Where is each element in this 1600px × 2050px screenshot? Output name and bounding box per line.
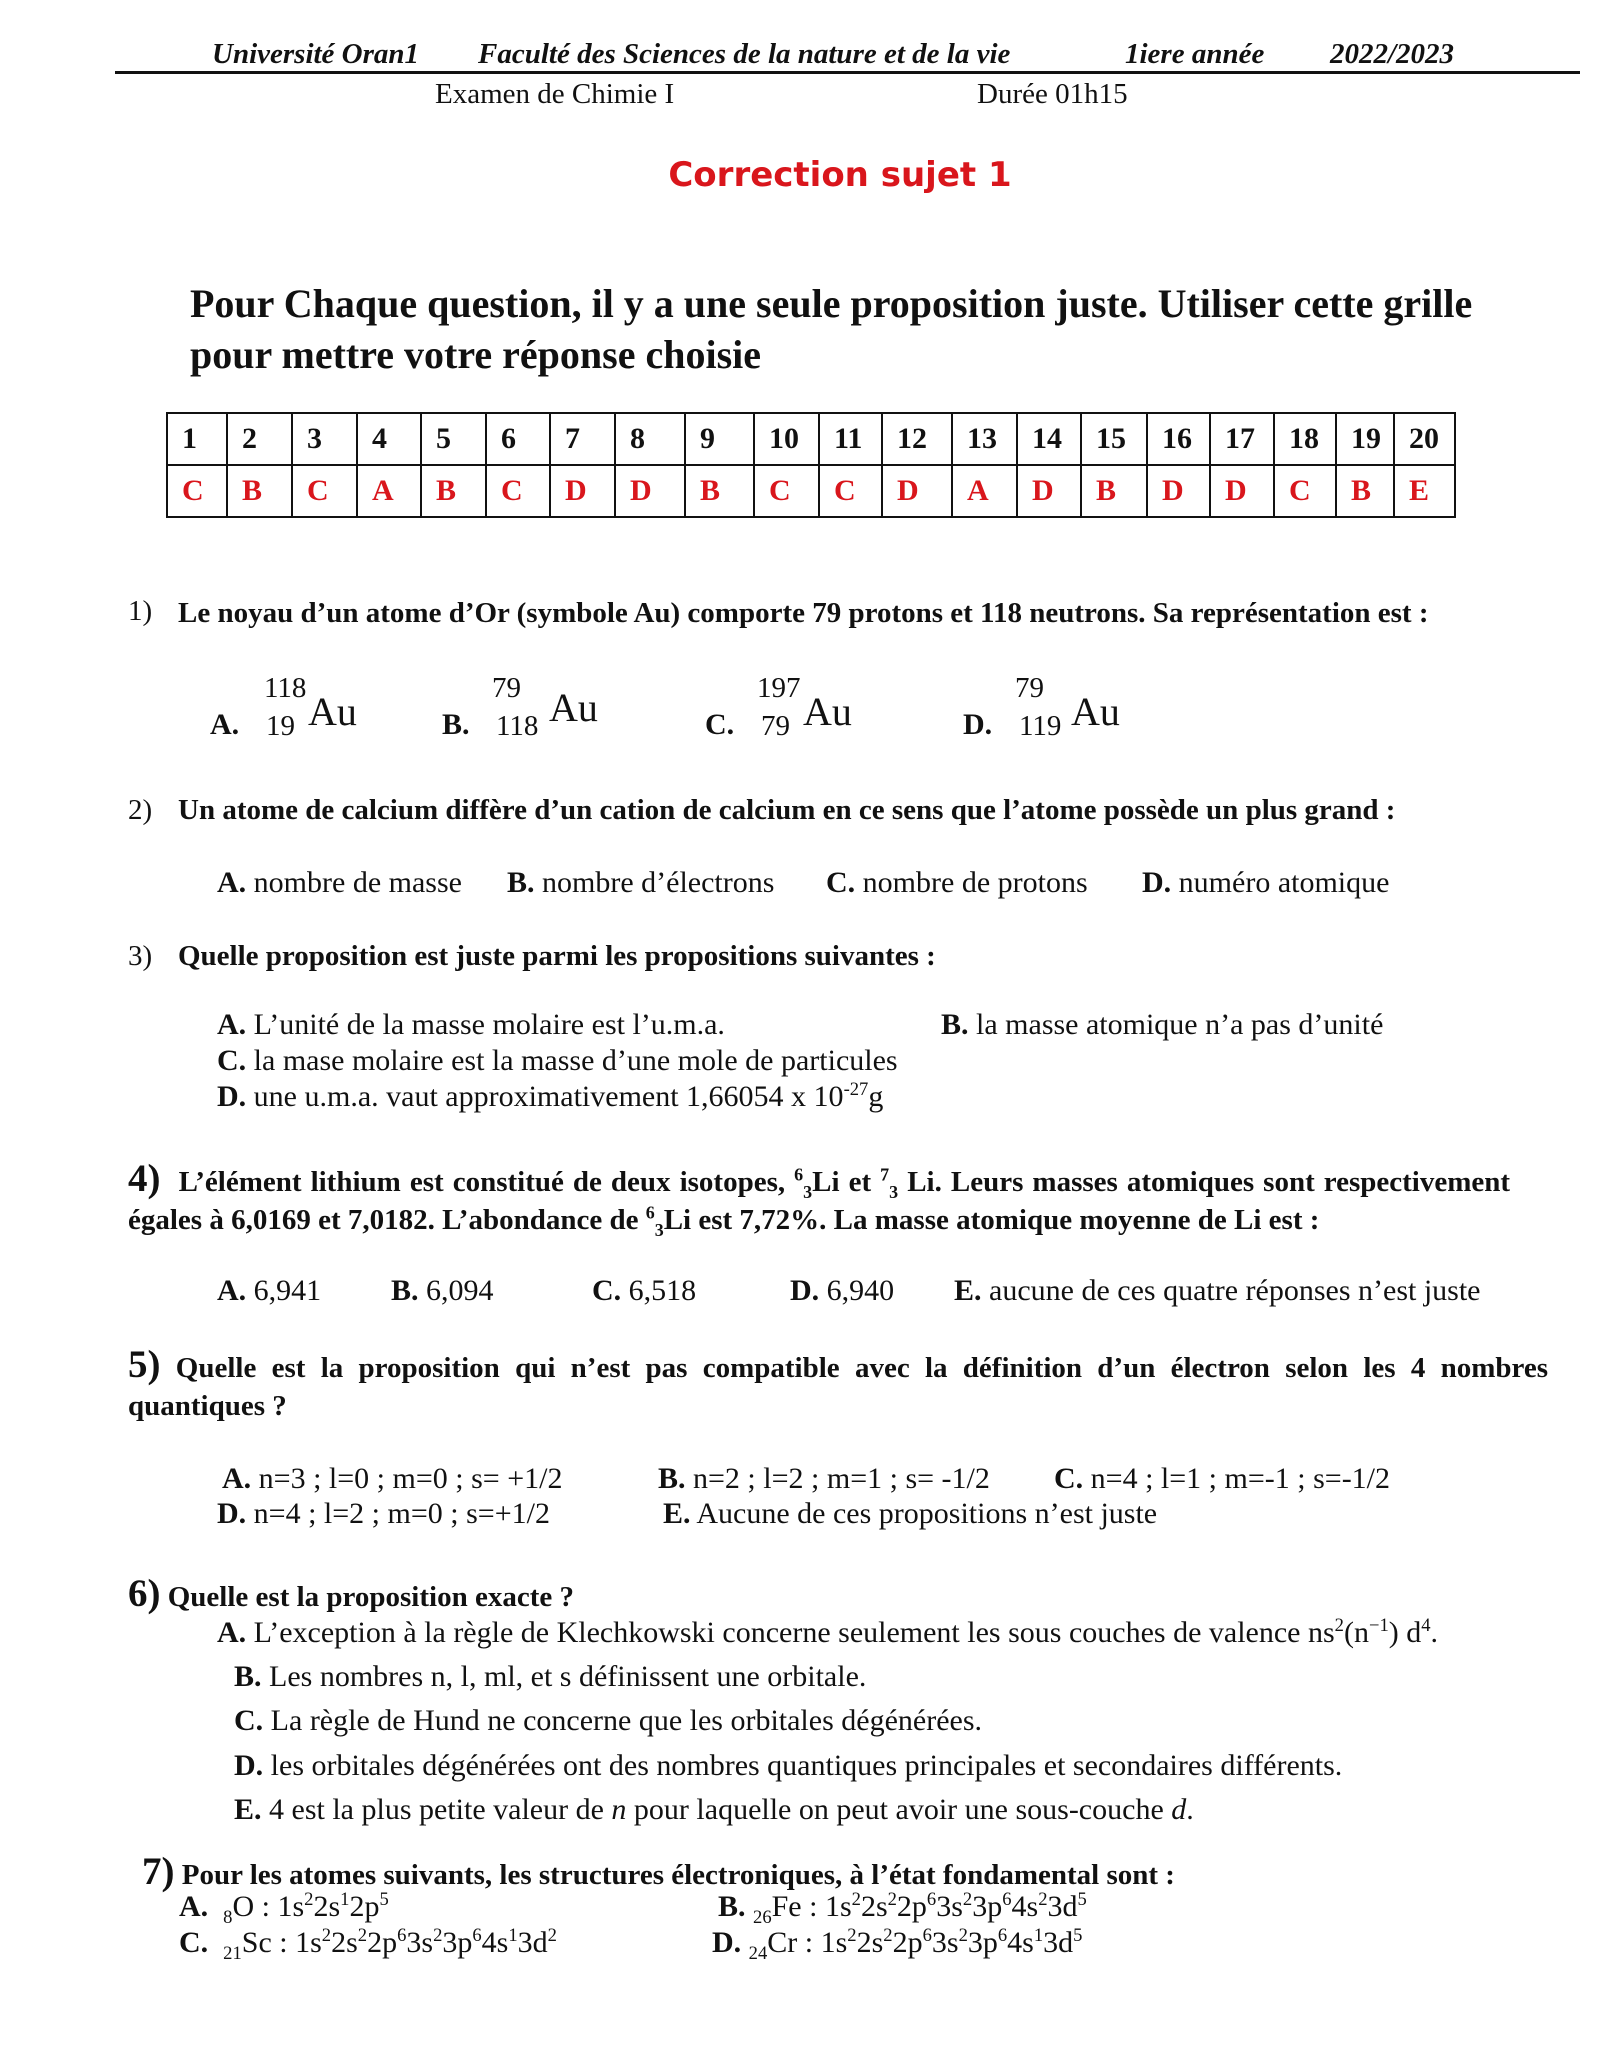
orbital: 1s — [277, 1890, 305, 1923]
orbital-electrons: 1 — [340, 1889, 350, 1910]
orbital-electrons: 5 — [1077, 1889, 1087, 1910]
grid-question-row — [167, 413, 1455, 465]
config — [821, 1926, 1083, 1959]
q4-option-b: B. 6,094 — [391, 1274, 494, 1307]
q6-option-b: B. Les nombres n, l, ml, et s définissent une orbitale. — [234, 1660, 867, 1693]
header-divider — [115, 71, 1580, 74]
grid-cell: 13 — [952, 413, 1017, 465]
orbital: 3p — [442, 1926, 473, 1959]
orbital: 4s — [1007, 1926, 1034, 1959]
orbital-electrons: 6 — [997, 1925, 1008, 1946]
exam-duration: Durée 01h15 — [977, 78, 1128, 110]
orbital: 1s — [824, 1890, 852, 1923]
grid-answer: C — [754, 465, 819, 517]
orbital: 4s — [1011, 1890, 1039, 1923]
orbital: 2p — [367, 1926, 398, 1959]
q3-option-d: D. une u.m.a. vaut approximativement 1,66054 x $10^{-27}g$ — [217, 1079, 884, 1113]
grid-cell: 10 — [754, 413, 819, 465]
grid-cell: 16 — [1147, 413, 1210, 465]
grid-cell: 6 — [486, 413, 550, 465]
orbital-electrons: 5 — [379, 1889, 389, 1910]
q6-text: 6) Quelle est la proposition exacte ? — [128, 1572, 574, 1615]
q6-option-e: E. 4 est la plus petite valeur de n pour laquelle on peut avoir une sous-couche d. — [234, 1793, 1194, 1826]
grid-answer: A — [357, 465, 421, 517]
grid-cell: 9 — [685, 413, 754, 465]
orbital-electrons: 2 — [883, 1925, 893, 1946]
q5-option-c: C. n=4 ; l=1 ; m=-1 ; s=-1/2 — [1054, 1462, 1391, 1495]
grid-answer: C — [167, 465, 227, 517]
grid-cell: 15 — [1081, 413, 1147, 465]
q1-text: Le noyau d’un atome d’Or (symbole Au) comporte 79 protons et 118 neutrons. Sa représentation est : — [178, 597, 1429, 629]
q6-option-a: A. L’exception à la règle de Klechkowski concerne seulement les sous couches de valence $ns^2(n^{-1})$ $d^4$. — [217, 1615, 1439, 1649]
grid-cell: 14 — [1017, 413, 1081, 465]
orbital-electrons: 2 — [958, 1925, 968, 1946]
orbital: 3p — [967, 1926, 998, 1959]
academic-year: 2022/2023 — [1330, 38, 1455, 70]
q1-number: 1) — [128, 595, 153, 627]
grid-answer: D — [550, 465, 615, 517]
orbital-electrons: 2 — [321, 1925, 332, 1946]
orbital: 4s — [481, 1926, 509, 1959]
orbital-electrons: 2 — [847, 1925, 857, 1946]
grid-answer: B — [1336, 465, 1394, 517]
config — [277, 1890, 388, 1923]
q3-option-a: A. L’unité de la masse molaire est l’u.m.a. — [217, 1008, 725, 1041]
orbital: 2s — [860, 1890, 888, 1923]
grid-cell: 20 — [1394, 413, 1455, 465]
orbital: 3s — [406, 1926, 434, 1959]
q2-option-a: A. nombre de masse — [217, 866, 462, 899]
orbital-electrons: 2 — [357, 1925, 368, 1946]
grid-cell: 5 — [421, 413, 486, 465]
grid-cell: 17 — [1210, 413, 1274, 465]
grid-answer: D — [615, 465, 685, 517]
grid-cell: 2 — [227, 413, 292, 465]
q6-option-d: D. les orbitales dégénérées ont des nombres quantiques principales et secondaires différents. — [234, 1749, 1343, 1782]
orbital: 2p — [349, 1890, 380, 1923]
q7-text: 7) Pour les atomes suivants, les structures électroniques, à l’état fondamental sont : — [142, 1850, 1175, 1893]
q5-text: 5) Quelle est la proposition qui n’est pas compatible avec la définition d’un électron selon les 4 nombres quantiques ? — [128, 1343, 1549, 1422]
grid-answer: C — [486, 465, 550, 517]
orbital-electrons: 2 — [851, 1889, 861, 1910]
orbital: 3d — [1043, 1926, 1074, 1959]
q4-option-c: C. 6,518 — [592, 1274, 697, 1307]
university-name: Université Oran1 — [212, 38, 420, 70]
orbital-electrons: 6 — [397, 1925, 407, 1946]
q3-text: Quelle proposition est juste parmi les propositions suivantes : — [178, 940, 936, 972]
grid-cell: 11 — [819, 413, 882, 465]
q5-option-a: A. n=3 ; l=0 ; m=0 ; s= +1/2 — [222, 1462, 563, 1495]
grid-answer-row — [167, 465, 1455, 517]
orbital-electrons: 2 — [887, 1889, 897, 1910]
correction-title: Correction sujet 1 — [668, 155, 1012, 195]
orbital-electrons: 2 — [547, 1925, 557, 1946]
orbital: 2s — [331, 1926, 358, 1959]
grid-answer: B — [1081, 465, 1147, 517]
grid-cell: 4 — [357, 413, 421, 465]
q5-option-d: D. n=4 ; l=2 ; m=0 ; s=+1/2 — [217, 1497, 550, 1530]
orbital: 1s — [820, 1926, 848, 1959]
orbital: 3d — [517, 1926, 548, 1959]
orbital-electrons: 1 — [508, 1925, 518, 1946]
q6-option-c: C. La règle de Hund ne concerne que les orbitales dégénérées. — [234, 1704, 982, 1737]
faculty-name: Faculté des Sciences de la nature et de la vie — [478, 38, 1011, 70]
exam-title: Examen de Chimie I — [435, 78, 675, 110]
q4-option-a: A. 6,941 — [217, 1274, 322, 1307]
orbital-electrons: 2 — [304, 1889, 314, 1910]
grid-answer: A — [952, 465, 1017, 517]
grid-answer: E — [1394, 465, 1455, 517]
q2-text: Un atome de calcium diffère d’un cation de calcium en ce sens que l’atome possède un plus grand : — [178, 794, 1396, 826]
orbital-electrons: 6 — [472, 1925, 482, 1946]
answer-grid — [166, 412, 1456, 518]
orbital-electrons: 5 — [1073, 1925, 1083, 1946]
grid-answer: C — [819, 465, 882, 517]
grid-cell: 19 — [1336, 413, 1394, 465]
grid-answer: D — [1210, 465, 1274, 517]
grid-answer: C — [1274, 465, 1336, 517]
orbital-electrons: 2 — [962, 1889, 973, 1910]
q7-option-a: A. $_8$O : $1s^22s^12p^5$ — [179, 1889, 389, 1928]
grid-answer: B — [685, 465, 754, 517]
q2-number: 2) — [128, 794, 153, 826]
orbital-electrons: 2 — [433, 1925, 443, 1946]
q4-text: 4) L’élément lithium est constitué de deux isotopes, $^6_3$Li et $^7_3$ Li. Leurs masses atomiques sont respectivement égales à 6,0169 et 7,0182. L’abondance de $^6_3$Li est 7,72%. La masse atomique moyenne de Li est : — [128, 1157, 1511, 1240]
orbital-electrons: 6 — [1002, 1889, 1012, 1910]
q5-option-b: B. n=2 ; l=2 ; m=1 ; s= -1/2 — [658, 1462, 990, 1495]
config — [295, 1926, 557, 1959]
q2-option-b: B. nombre d’électrons — [507, 866, 775, 899]
config — [825, 1890, 1087, 1923]
q2-option-d: D. numéro atomique — [1142, 866, 1390, 899]
grid-answer: D — [1017, 465, 1081, 517]
grid-cell: 12 — [882, 413, 952, 465]
grid-cell: 1 — [167, 413, 227, 465]
q5-option-e: E. Aucune de ces propositions n’est juste — [663, 1497, 1158, 1530]
orbital: 2p — [892, 1926, 923, 1959]
orbital-electrons: 6 — [922, 1925, 932, 1946]
orbital-electrons: 1 — [1033, 1925, 1044, 1946]
q7-option-d: D. $_{24}$Cr : $1s^22s^22p^63s^23p^64s^13d^5$ — [712, 1925, 1083, 1964]
q4-option-e: E. aucune de ces quatre réponses n’est juste — [954, 1274, 1481, 1307]
grid-cell: 7 — [550, 413, 615, 465]
orbital: 3d — [1047, 1890, 1078, 1923]
grid-answer: D — [1147, 465, 1210, 517]
orbital: 3p — [972, 1890, 1003, 1923]
orbital-electrons: 6 — [926, 1889, 937, 1910]
grid-cell: 3 — [292, 413, 357, 465]
grid-answer: D — [882, 465, 952, 517]
orbital: 3s — [931, 1926, 959, 1959]
q7-option-c: C. $_{21}$Sc : $1s^22s^22p^63s^23p^64s^13d^2$ — [179, 1925, 557, 1964]
q7-option-b: B. $_{26}$Fe : $1s^22s^22p^63s^23p^64s^23d^5$ — [718, 1889, 1087, 1928]
orbital: 2p — [896, 1890, 927, 1923]
q2-option-c: C. nombre de protons — [826, 866, 1088, 899]
grid-cell: 18 — [1274, 413, 1336, 465]
year-level: 1iere année — [1125, 38, 1265, 70]
q3-option-c: C. la mase molaire est la masse d’une mole de particules — [217, 1044, 898, 1077]
grid-cell: 8 — [615, 413, 685, 465]
grid-answer: B — [421, 465, 486, 517]
orbital-electrons: 2 — [1038, 1889, 1048, 1910]
orbital: 2s — [856, 1926, 884, 1959]
q3-option-b: B. la masse atomique n’a pas d’unité — [941, 1008, 1384, 1041]
grid-answer: C — [292, 465, 357, 517]
q3-number: 3) — [128, 940, 153, 972]
grid-answer: B — [227, 465, 292, 517]
orbital: 3s — [936, 1890, 963, 1923]
orbital: 1s — [295, 1926, 322, 1959]
instructions: Pour Chaque question, il y a une seule proposition juste. Utiliser cette grille pour mettre votre réponse choisie — [190, 281, 1473, 377]
orbital: 2s — [313, 1890, 341, 1923]
q4-option-d: D. 6,940 — [790, 1274, 895, 1307]
